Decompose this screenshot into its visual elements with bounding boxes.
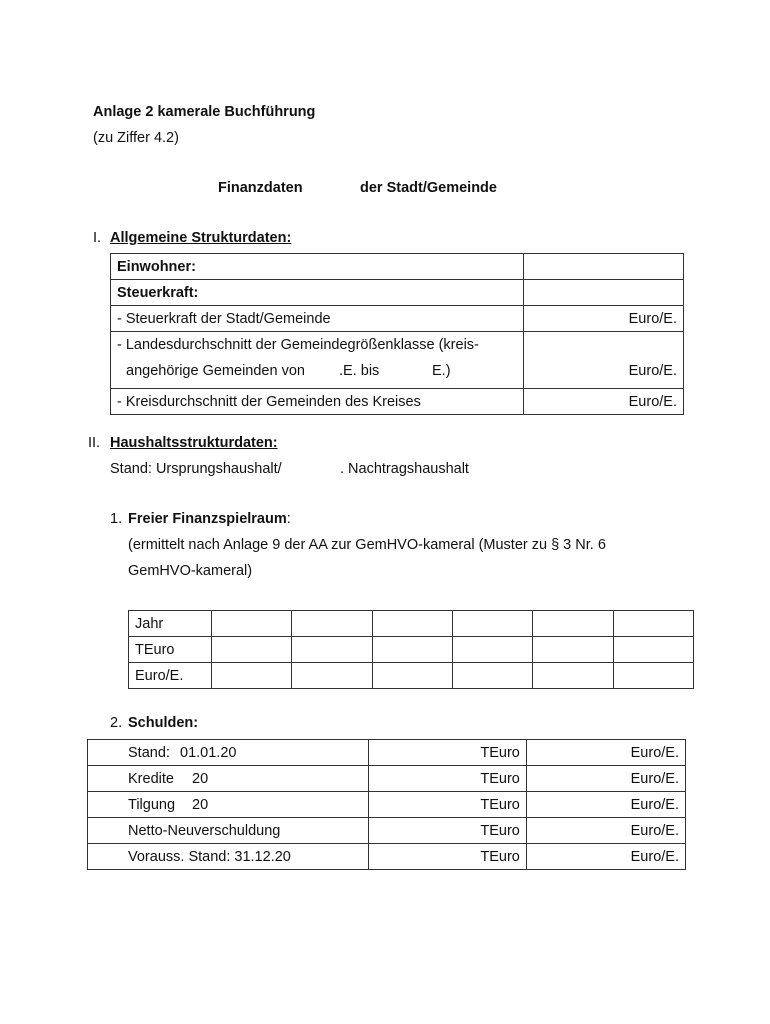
euro-e-label: Euro/E. (129, 663, 212, 689)
sub2-number: 2. (110, 715, 123, 731)
einwohner-label: Einwohner: (111, 254, 524, 280)
input-cell[interactable] (452, 663, 532, 689)
teuro-unit: TEuro (368, 792, 526, 818)
stand-ursprungshaushalt: Stand: Ursprungshaushalt/ (110, 461, 282, 477)
table-row (111, 254, 684, 280)
input-cell[interactable] (613, 663, 693, 689)
document-title: Anlage 2 kamerale Buchführung (93, 104, 316, 120)
table-row (129, 663, 694, 689)
euro-e-unit: Euro/E. (526, 766, 685, 792)
input-cell[interactable] (533, 611, 613, 637)
schulden-table (87, 739, 686, 870)
input-cell[interactable] (452, 637, 532, 663)
teuro-unit: TEuro (368, 766, 526, 792)
input-cell[interactable] (211, 663, 291, 689)
input-cell[interactable] (613, 637, 693, 663)
euro-e-unit: Euro/E. (526, 844, 685, 870)
input-cell[interactable] (211, 611, 291, 637)
strukturdaten-table (110, 253, 684, 415)
kreisdurchschnitt-unit: Euro/E. (523, 389, 683, 415)
euro-e-unit: Euro/E. (526, 818, 685, 844)
table-row (111, 332, 684, 389)
schulden-label: Kredite 20 (88, 766, 369, 792)
table-row (88, 766, 686, 792)
input-cell[interactable] (452, 611, 532, 637)
steuerkraft-value-cell[interactable] (523, 280, 683, 306)
input-cell[interactable] (292, 663, 372, 689)
table-row (88, 818, 686, 844)
sub1-description-line1: (ermittelt nach Anlage 9 der AA zur GemHVO-kameral (Muster zu § 3 Nr. 6 (128, 537, 606, 553)
euro-e-unit: Euro/E. (526, 792, 685, 818)
sub1-title: Freier Finanzspielraum: (128, 511, 291, 527)
table-row (129, 637, 694, 663)
table-row (88, 844, 686, 870)
heading-finanzdaten: Finanzdaten (218, 180, 303, 196)
jahr-label: Jahr (129, 611, 212, 637)
input-cell[interactable] (533, 637, 613, 663)
stand-nachtragshaushalt: . Nachtragshaushalt (340, 461, 469, 477)
einwohner-value-cell[interactable] (523, 254, 683, 280)
document-subtitle: (zu Ziffer 4.2) (93, 130, 179, 146)
teuro-unit: TEuro (368, 740, 526, 766)
section2-title: Haushaltsstrukturdaten: (110, 435, 278, 451)
teuro-unit: TEuro (368, 844, 526, 870)
sub1-number: 1. (110, 511, 123, 527)
table-row (88, 792, 686, 818)
schulden-label: Netto-Neuverschuldung (88, 818, 369, 844)
input-cell[interactable] (613, 611, 693, 637)
schulden-label: Stand: 01.01.20 (88, 740, 369, 766)
input-cell[interactable] (372, 637, 452, 663)
input-cell[interactable] (292, 611, 372, 637)
teuro-label: TEuro (129, 637, 212, 663)
kreisdurchschnitt-label: - Kreisdurchschnitt der Gemeinden des Kreises (111, 389, 524, 415)
section1-title: Allgemeine Strukturdaten: (110, 230, 292, 246)
input-cell[interactable] (372, 611, 452, 637)
landesdurchschnitt-label (111, 332, 524, 389)
heading-stadt-gemeinde: der Stadt/Gemeinde (360, 180, 497, 196)
landesdurchschnitt-line1: - Landesdurchschnitt der Gemeindegrößenklasse (kreis- (117, 337, 479, 353)
input-cell[interactable] (211, 637, 291, 663)
finanzspielraum-table (128, 610, 694, 689)
euro-e-unit: Euro/E. (526, 740, 685, 766)
table-row (129, 611, 694, 637)
sub2-title: Schulden: (128, 715, 199, 731)
teuro-unit: TEuro (368, 818, 526, 844)
input-cell[interactable] (372, 663, 452, 689)
table-row (111, 280, 684, 306)
sub1-description-line2: GemHVO-kameral) (128, 563, 253, 579)
landesdurchschnitt-unit: Euro/E. (523, 332, 683, 389)
steuerkraft-stadt-unit: Euro/E. (523, 306, 683, 332)
steuerkraft-stadt-label: - Steuerkraft der Stadt/Gemeinde (111, 306, 524, 332)
input-cell[interactable] (292, 637, 372, 663)
table-row (111, 389, 684, 415)
table-row (88, 740, 686, 766)
section2-number: II. (88, 435, 101, 451)
steuerkraft-label: Steuerkraft: (111, 280, 524, 306)
schulden-label: Vorauss. Stand: 31.12.20 (88, 844, 369, 870)
input-cell[interactable] (533, 663, 613, 689)
landesdurchschnitt-line2: angehörige Gemeinden von .E. bis E.) (126, 363, 451, 379)
table-row (111, 306, 684, 332)
section1-number: I. (93, 230, 102, 246)
schulden-label: Tilgung 20 (88, 792, 369, 818)
